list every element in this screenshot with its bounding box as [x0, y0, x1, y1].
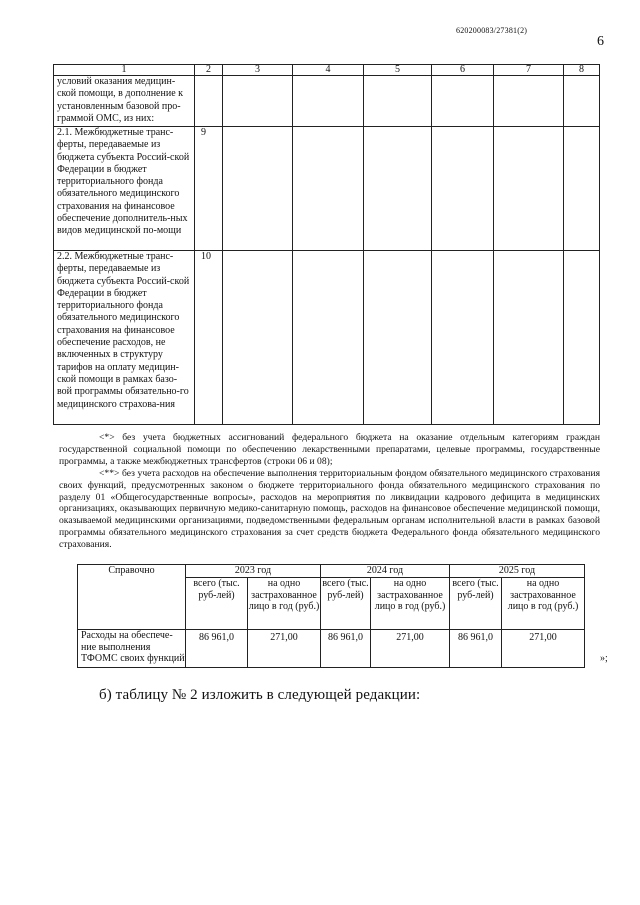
document-number: 620200083/27381(2)	[456, 26, 528, 35]
table-cell	[223, 127, 293, 251]
subheader-per-person: на одно застрахованное лицо в год (руб.)	[248, 578, 321, 630]
column-number-row	[54, 65, 600, 76]
main-table	[53, 64, 600, 425]
page-number: 6	[597, 34, 604, 49]
table-cell	[564, 127, 600, 251]
section-b-heading: б) таблицу № 2 изложить в следующей редакции:	[99, 687, 421, 703]
table-cell	[494, 76, 564, 127]
table-cell	[293, 127, 364, 251]
table-row	[54, 76, 600, 127]
subheader-per-person: на одно застрахованное лицо в год (руб.)	[371, 578, 450, 630]
row-number: 10	[195, 251, 223, 425]
table-cell	[293, 76, 364, 127]
value-per-person: 271,00	[248, 630, 321, 668]
table-row	[54, 127, 600, 251]
table-cell	[564, 76, 600, 127]
table-cell	[364, 127, 432, 251]
value-per-person: 271,00	[502, 630, 585, 668]
value-total: 86 961,0	[321, 630, 371, 668]
column-number: 8	[564, 65, 600, 76]
value-total: 86 961,0	[186, 630, 248, 668]
closing-quote: »;	[600, 653, 608, 664]
table-cell	[223, 76, 293, 127]
subheader-total: всего (тыс. руб-лей)	[186, 578, 248, 630]
footnote-2: <**> без учета расходов на обеспечение выполнения территориальным фондом обязательного медицинского страхования своих функций, предусмотренных законом о бюджете территориального фонда обязательного медицинского страхования по разделу 01 «Общегосударственные вопросы», расходов на мероприятия по ликвидации кадрового дефицита в медицинских организациях, оказывающих первичную медико-санитарную помощь, расходов на финансовое обеспечение медицинской помощи, оказываемой медицинскими организациями, подведомственными федеральным органам исполнительной власти в рамках базовой программы обязательного медицинского страхования за счет средств бюджета Федерального фонда обязательного медицинского страхования.	[59, 467, 600, 551]
row-label: условий оказания медицин-ской помощи, в дополнение к установленным базовой про-граммой ОМС, из них:	[54, 76, 195, 127]
value-total: 86 961,0	[450, 630, 502, 668]
subheader-per-person: на одно застрахованное лицо в год (руб.)	[502, 578, 585, 630]
table-cell	[432, 251, 494, 425]
reference-label: Справочно	[78, 565, 186, 630]
table-cell	[494, 127, 564, 251]
table-cell	[564, 251, 600, 425]
footnotes	[59, 432, 600, 551]
table-row	[54, 251, 600, 425]
table-cell	[293, 251, 364, 425]
table-cell	[432, 127, 494, 251]
column-number: 3	[223, 65, 293, 76]
row-label: 2.2. Межбюджетные транс-ферты, передаваемые из бюджета субъекта Россий-ской Федерации в бюджет территориального фонда обязательного медицинского страхования на финансовое обеспечение расходов, не включенных в структуру тарифов на оплату медицин-ской помощи в рамках базо-вой программы обязательно-го медицинского страхова-ния	[54, 251, 195, 425]
table-cell	[364, 76, 432, 127]
reference-data-row	[78, 630, 615, 668]
column-number: 5	[364, 65, 432, 76]
table-cell	[494, 251, 564, 425]
year-header: 2023 год	[186, 565, 321, 578]
column-number: 4	[293, 65, 364, 76]
table-cell	[364, 251, 432, 425]
table-cell	[223, 251, 293, 425]
subheader-total: всего (тыс. руб-лей)	[450, 578, 502, 630]
reference-row-label: Расходы на обеспече-ние выполнения ТФОМС своих функций	[78, 630, 186, 668]
year-header: 2024 год	[321, 565, 450, 578]
column-number: 1	[54, 65, 195, 76]
column-number: 7	[494, 65, 564, 76]
year-header: 2025 год	[450, 565, 585, 578]
row-label: 2.1. Межбюджетные транс-ферты, передаваемые из бюджета субъекта Россий-ской Федерации в бюджет территориального фонда обязательного медицинского страхования на финансовое обеспечение дополнитель-ных видов медицинской по-мощи	[54, 127, 195, 251]
column-number: 6	[432, 65, 494, 76]
row-number: 9	[195, 127, 223, 251]
reference-table	[77, 564, 615, 668]
row-number	[195, 76, 223, 127]
subheader-total: всего (тыс. руб-лей)	[321, 578, 371, 630]
footnote-1: <*> без учета бюджетных ассигнований федерального бюджета на оказание отдельным категориям граждан государственной социальной помощи по обеспечению лекарственными препаратами, целевые программы, государственные программы, а также межбюджетных трансфертов (строки 06 и 08);	[59, 432, 600, 467]
column-number: 2	[195, 65, 223, 76]
reference-header-row	[78, 565, 615, 578]
table-cell	[432, 76, 494, 127]
value-per-person: 271,00	[371, 630, 450, 668]
